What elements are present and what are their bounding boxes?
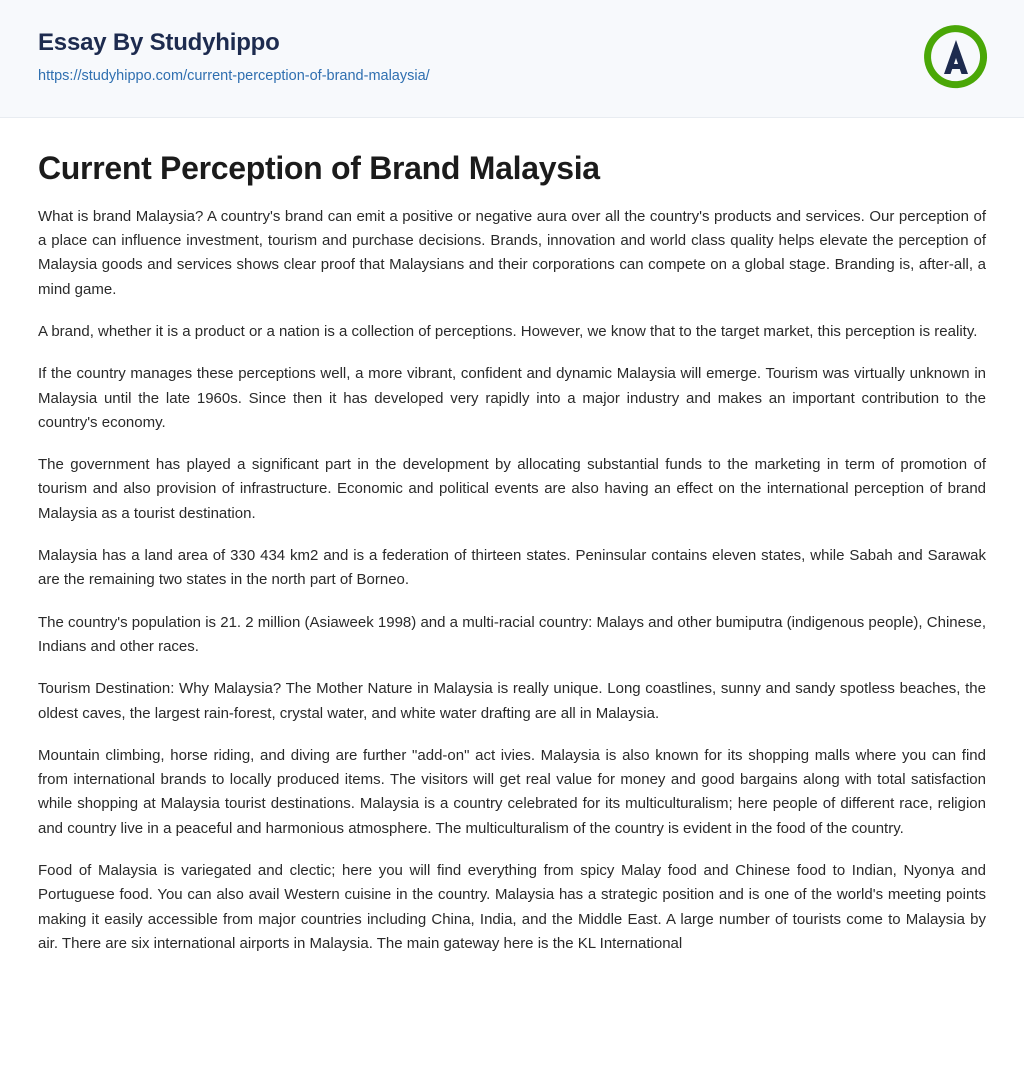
- site-header: [0, 0, 1024, 118]
- page-title: Current Perception of Brand Malaysia: [38, 150, 600, 186]
- paragraph: What is brand Malaysia? A country's brand can emit a positive or negative aura over all the country's products and services. Our perception of a place can influence investment, tourism and purchase decisions. Brands, innovation and world class quality helps elevate the perception of Malaysia goods and services shows clear proof that Malaysians and their corporations can compete on a global stage. Branding is, after-all, a mind game.: [38, 207, 986, 298]
- paragraph: The government has played a significant part in the development by allocating substantial funds to the marketing in term of promotion of tourism and also provision of infrastructure. Economic and political events are also having an effect on the international perception of brand Malaysia as a tourist destination.: [38, 456, 986, 522]
- paragraph: A brand, whether it is a product or a nation is a collection of perceptions. However, we know that to the target market, this perception is reality.: [38, 322, 978, 340]
- paragraph: Mountain climbing, horse riding, and diving are further "add-on" act ivies. Malaysia is also known for its shopping malls where you can find from international brands to locally produced items. The visitors will get real value for money and good bargains along with total satisfaction while shopping at Malaysia tourist destinations. Malaysia is a country celebrated for its multiculturalism; here people of different race, religion and country live in a peaceful and harmonious atmosphere. The multiculturalism of the country is evident in the food of the country.: [38, 746, 986, 837]
- article-content: [0, 118, 1024, 986]
- source-url[interactable]: https://studyhippo.com/current-perception-of-brand-malaysia/: [38, 68, 430, 85]
- paragraph: If the country manages these perceptions well, a more vibrant, confident and dynamic Malaysia will emerge. Tourism was virtually unknown in Malaysia until the late 1960s. Since then it has developed very rapidly into a major industry and makes an important contribution to the country's economy.: [38, 365, 986, 431]
- paragraph: Malaysia has a land area of 330 434 km2 and is a federation of thirteen states. Peninsular contains eleven states, while Sabah and Sarawak are the remaining two states in the north part of Borneo.: [38, 547, 986, 589]
- site-brand-title: Essay By Studyhippo: [38, 29, 280, 56]
- paragraph: Food of Malaysia is variegated and clectic; here you will find everything from spicy Malay food and Chinese food to Indian, Nyonya and Portuguese food. You can also avail Western cuisine in the country. Malaysia has a strategic position and is one of the world's meeting points making it easily accessible from major countries including China, India, and the Middle East. A large number of tourists come to Malaysia by air. There are six international airports in Malaysia. The main gateway here is the KL International: [38, 862, 986, 952]
- paragraph: The country's population is 21. 2 million (Asiaweek 1998) and a multi-racial country: Malays and other bumiputra (indigenous people), Chinese, Indians and other races.: [38, 613, 986, 655]
- studyhippo-a-logo-icon: [920, 22, 992, 94]
- paragraph: Tourism Destination: Why Malaysia? The Mother Nature in Malaysia is really unique. Long coastlines, sunny and sandy spotless beaches, the oldest caves, the largest rain-forest, crystal water, and white water drafting are all in Malaysia.: [38, 680, 986, 722]
